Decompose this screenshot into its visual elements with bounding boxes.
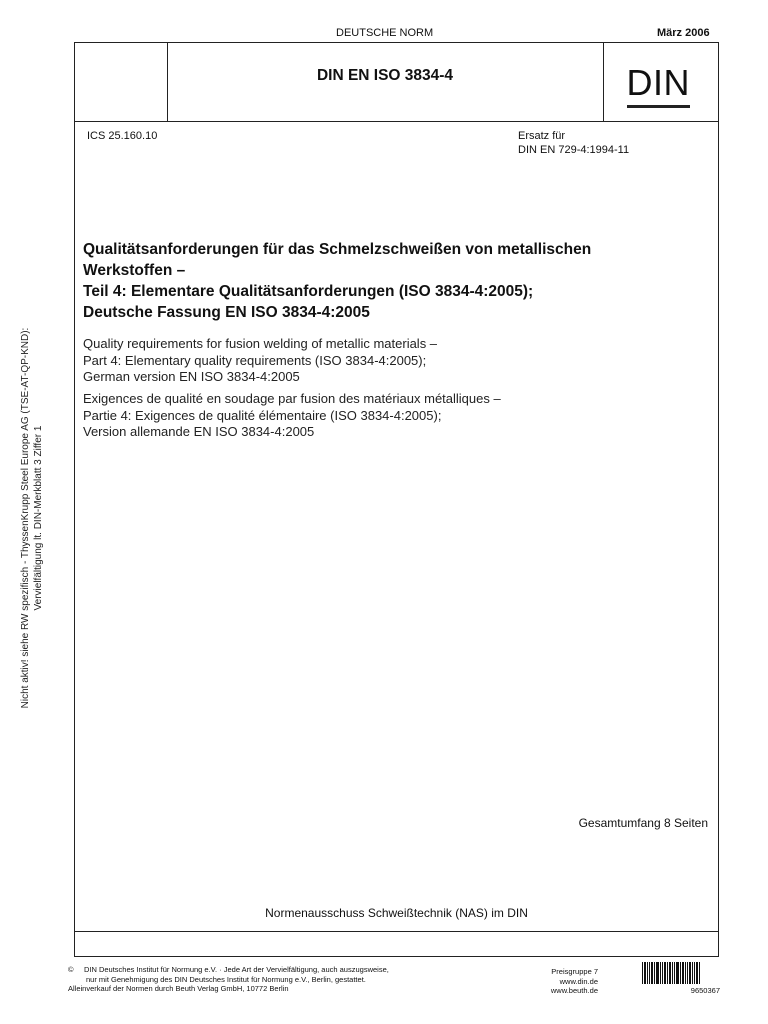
title-german-line-2: Werkstoffen –	[83, 262, 186, 279]
title-french	[83, 391, 703, 441]
barcode-block	[642, 962, 720, 996]
side-note	[19, 268, 45, 768]
publication-date: März 2006	[657, 27, 710, 39]
title-german-line-1: Qualitätsanforderungen für das Schmelzschweißen von metallischen	[83, 241, 592, 258]
title-cell	[167, 43, 603, 121]
title-english-line-3: German version EN ISO 3834-4:2005	[83, 369, 300, 384]
replaces-block	[518, 129, 629, 157]
document-number: 9650367	[690, 986, 720, 995]
title-english-line-2: Part 4: Elementary quality requirements (ISO 3834-4:2005);	[83, 352, 427, 368]
footer-rule	[75, 931, 718, 932]
total-pages: Gesamtumfang 8 Seiten	[578, 816, 708, 830]
copyright-text-1: DIN Deutsches Institut für Normung e.V. · Jede Art der Vervielfältigung, auch auszugsweise,	[83, 965, 389, 974]
standard-number: DIN EN ISO 3834-4	[316, 67, 454, 84]
ics-code: ICS 25.160.10	[87, 130, 158, 142]
committee-name: Normenausschuss Schweißtechnik (NAS) im DIN	[265, 906, 528, 920]
url-beuth: www.beuth.de	[550, 986, 598, 995]
copyright-line-3: Alleinverkauf der Normen durch Beuth Verlag GmbH, 10772 Berlin	[68, 984, 289, 993]
side-note-line-2: Vervielfältigung lt. DIN-Merkblatt 3 Ziffer 1	[33, 425, 44, 611]
copyright-line-1	[68, 965, 488, 975]
din-logo	[626, 62, 691, 103]
title-german-line-3: Teil 4: Elementare Qualitätsanforderungen (ISO 3834-4:2005);	[83, 283, 534, 300]
norm-type-label: DEUTSCHE NORM	[336, 27, 434, 39]
title-german-line-4: Deutsche Fassung EN ISO 3834-4:2005	[83, 304, 370, 321]
side-note-line-1: Nicht aktiv! siehe RW spezifisch - ThyssenKrupp Steel Europe AG (TSE-AT-QP-KND):	[20, 327, 31, 709]
replaces-value: DIN EN 729-4:1994-11	[518, 144, 630, 156]
din-logo-text: DIN	[626, 62, 690, 103]
header-bottom-rule	[75, 121, 718, 122]
title-english	[83, 336, 703, 386]
url-din: www.din.de	[559, 976, 598, 986]
title-english-line-1: Quality requirements for fusion welding of metallic materials –	[83, 336, 438, 351]
document-frame	[74, 42, 719, 957]
copyright-line-2: nur mit Genehmigung des DIN Deutsches Institut für Normung e.V., Berlin, gestattet.	[86, 974, 366, 984]
title-french-line-1: Exigences de qualité en soudage par fusion des matériaux métalliques –	[83, 391, 501, 406]
barcode-graphic	[642, 962, 720, 984]
price-block	[520, 967, 598, 996]
copyright-notice	[68, 965, 488, 994]
din-logo-underline	[627, 105, 691, 108]
replaces-label: Ersatz für	[518, 130, 566, 142]
title-french-line-3: Version allemande EN ISO 3834-4:2005	[83, 424, 315, 439]
copyright-symbol: ©	[68, 965, 74, 974]
title-german	[83, 239, 703, 323]
header-divider-right	[603, 43, 604, 121]
price-group: Preisgruppe 7	[551, 967, 598, 976]
title-french-line-2: Partie 4: Exigences de qualité élémentaire (ISO 3834-4:2005);	[83, 407, 442, 423]
